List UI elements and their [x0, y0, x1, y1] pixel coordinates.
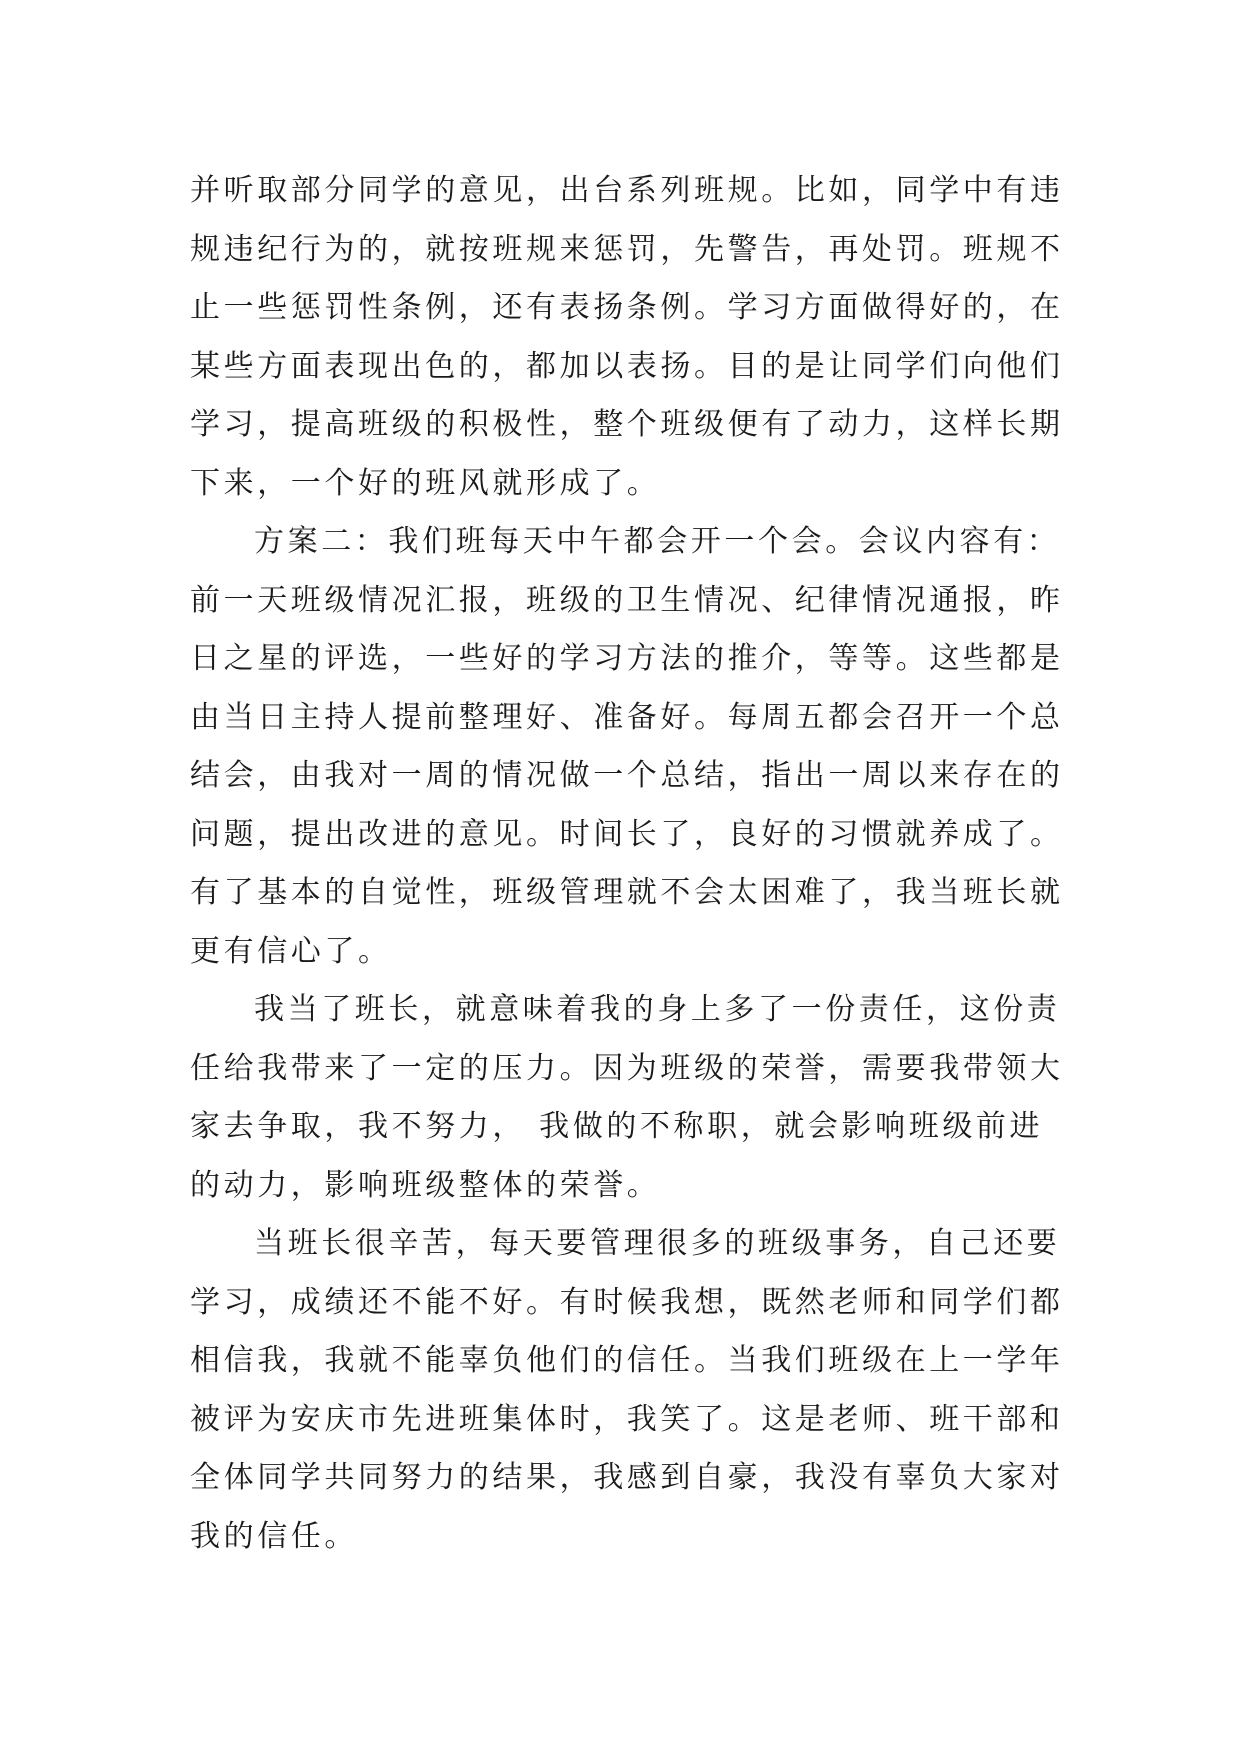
text-line: 更有信心了。: [190, 933, 392, 969]
text-line: 问题，提出改进的意见。时间长了，良好的习惯就养成了。: [190, 816, 1064, 852]
text-line: 止一些惩罚性条例，还有表扬条例。学习方面做得好的，在: [190, 290, 1064, 325]
text-line: 并听取部分同学的意见，出台系列班规。比如，同学中有违: [190, 173, 1064, 208]
text-line: 日之星的评选，一些好的学习方法的推介，等等。这些都是: [190, 641, 1064, 676]
text-line: 任给我带来了一定的压力。因为班级的荣誉，需要我带领大: [190, 1050, 1064, 1086]
text-line: 有了基本的自觉性，班级管理就不会太困难了，我当班长就: [190, 875, 1064, 910]
paragraph-first-line: 方案二：我们班每天中午都会开一个会。会议内容有：: [254, 524, 1061, 559]
paragraph-first-line: 我当了班长，就意味着我的身上多了一份责任，这份责: [254, 992, 1061, 1027]
paragraph-first-line: 当班长很辛苦，每天要管理很多的班级事务，自己还要: [254, 1226, 1061, 1261]
text-line: 规违纪行为的，就按班规来惩罚，先警告，再处罚。班规不: [190, 231, 1064, 267]
text-line: 被评为安庆市先进班集体时，我笑了。这是老师、班干部和: [190, 1401, 1064, 1437]
text-line: 家去争取，我不努力， 我做的不称职，就会影响班级前进: [190, 1109, 1044, 1144]
text-line: 的动力，影响班级整体的荣誉。: [190, 1167, 661, 1203]
text-line: 相信我，我就不能辜负他们的信任。当我们班级在上一学年: [190, 1343, 1064, 1378]
text-line: 前一天班级情况汇报，班级的卫生情况、纪律情况通报，昨: [190, 582, 1064, 618]
text-line: 下来，一个好的班风就形成了。: [190, 465, 661, 501]
body-text: [190, 162, 1064, 1566]
text-line: 我的信任。: [190, 1518, 358, 1554]
text-line: 学习，成绩还不能不好。有时候我想，既然老师和同学们都: [190, 1284, 1064, 1320]
text-line: 结会，由我对一周的情况做一个总结，指出一周以来存在的: [190, 758, 1064, 793]
text-line: 学习，提高班级的积极性，整个班级便有了动力，这样长期: [190, 407, 1064, 442]
text-line: 全体同学共同努力的结果，我感到自豪，我没有辜负大家对: [190, 1460, 1064, 1495]
text-line: 某些方面表现出色的，都加以表扬。目的是让同学们向他们: [190, 348, 1064, 384]
text-line: 由当日主持人提前整理好、准备好。每周五都会召开一个总: [190, 699, 1064, 735]
